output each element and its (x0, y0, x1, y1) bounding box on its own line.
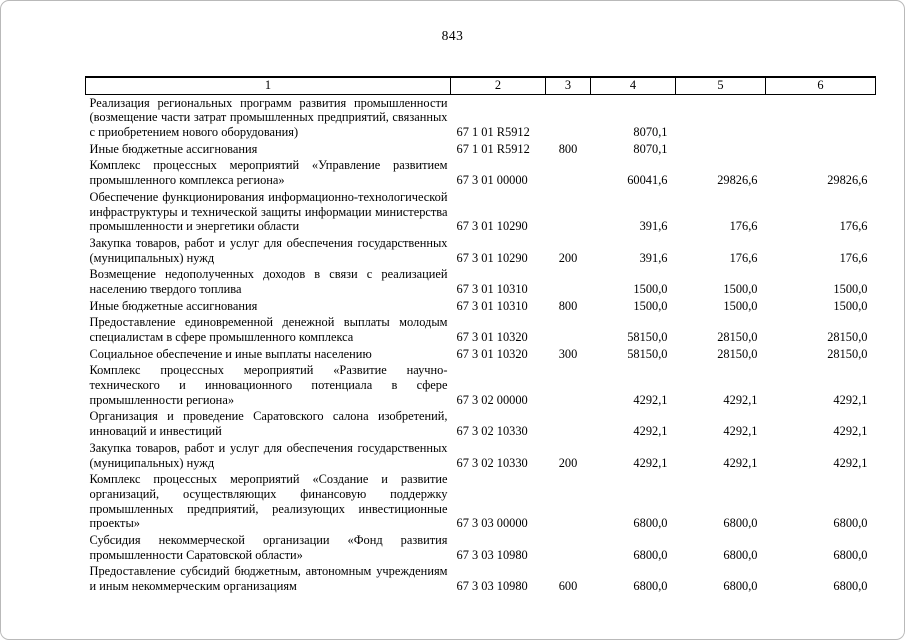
cell-name: Субсидия некоммерческой организации «Фонд развития промышленности Саратовской области» (89, 532, 448, 562)
cell-code: 67 3 01 10320 (456, 330, 528, 344)
cell-amount-2: 4292,1 (723, 392, 758, 407)
cell-name: Возмещение недополученных доходов в связи с реализацией населению твердого топлива (89, 267, 448, 296)
cell-name: Закупка товаров, работ и услуг для обеспечения государственных (муниципальных) нужд (89, 440, 448, 470)
table-row (86, 532, 876, 563)
cell-amount-1: 8070,1 (633, 141, 668, 156)
table-row (86, 235, 876, 266)
cell-name: Иные бюджетные ассигнования (89, 141, 258, 156)
cell-amount-2: 6800,0 (723, 516, 758, 531)
column-header-6: 6 (766, 77, 876, 94)
cell-expense-type (546, 189, 591, 235)
table-row (86, 346, 876, 363)
cell-amount-3: 4292,1 (833, 392, 868, 407)
cell-amount-1: 4292,1 (633, 424, 668, 439)
cell-amount-3: 1500,0 (833, 298, 868, 313)
cell-code: 67 3 01 10290 (456, 219, 528, 234)
cell-amount-1: 1500,0 (633, 298, 668, 313)
cell-amount-2: 176,6 (729, 219, 758, 234)
cell-expense-type (546, 266, 591, 297)
cell-amount-3: 176,6 (839, 250, 868, 265)
cell-name: Комплекс процессных мероприятий «Создание и развитие организаций, осуществляющих финансовую поддержку промышленных предприятий, реализующих инвестиционные проекты» (89, 472, 448, 531)
cell-code: 67 1 01 R5912 (456, 125, 530, 140)
cell-name: Организация и проведение Саратовского салона изобретений, инноваций и инвестиций (89, 409, 448, 439)
table-body (86, 94, 876, 595)
cell-code: 67 3 01 00000 (456, 173, 528, 188)
table-row (86, 314, 876, 345)
page-number: 843 (441, 28, 464, 43)
column-header-5: 5 (676, 77, 766, 94)
cell-expense-type: 800 (558, 298, 578, 313)
cell-code: 67 3 01 10290 (456, 250, 528, 265)
cell-code: 67 3 03 00000 (456, 516, 528, 531)
cell-amount-2 (676, 94, 766, 141)
budget-table (85, 76, 876, 595)
cell-amount-2: 6800,0 (723, 547, 758, 562)
cell-amount-3: 29826,6 (827, 173, 868, 188)
cell-amount-1: 8070,1 (633, 125, 668, 140)
cell-name: Комплекс процессных мероприятий «Развитие научно-технического и инновационного потенциала в сфере промышленности региона» (89, 363, 448, 407)
cell-name: Предоставление субсидий бюджетным, автономным учреждениям и иным некоммерческим организациям (89, 564, 448, 593)
cell-name: Обеспечение функционирования информационно-технологической инфраструктуры и технической защиты информации министерства промышленности и энергетики области (89, 189, 448, 234)
cell-name: Закупка товаров, работ и услуг для обеспечения государственных (муниципальных) нужд (89, 235, 448, 265)
table-row (86, 408, 876, 439)
cell-amount-3: 176,6 (839, 219, 868, 234)
cell-amount-1: 391,6 (639, 250, 668, 265)
cell-code: 67 3 02 10330 (456, 455, 528, 470)
cell-amount-2: 4292,1 (723, 424, 758, 439)
cell-amount-3: 28150,0 (827, 330, 868, 344)
cell-name: Комплекс процессных мероприятий «Управление развитием промышленного комплекса региона» (89, 158, 448, 188)
table-row (86, 141, 876, 158)
cell-expense-type: 600 (558, 579, 578, 593)
column-header-2: 2 (451, 77, 546, 94)
table-row (86, 266, 876, 297)
table-row (86, 362, 876, 408)
cell-amount-2: 29826,6 (717, 173, 758, 188)
column-header-4: 4 (591, 77, 676, 94)
cell-amount-1: 4292,1 (633, 392, 668, 407)
cell-code: 67 3 01 10310 (456, 298, 528, 313)
cell-code: 67 3 03 10980 (456, 579, 528, 593)
table-row (86, 563, 876, 594)
cell-amount-3: 6800,0 (833, 579, 868, 593)
cell-code: 67 3 01 10310 (456, 281, 528, 296)
cell-amount-3: 6800,0 (833, 547, 868, 562)
table-row (86, 440, 876, 471)
cell-amount-3: 6800,0 (833, 516, 868, 531)
table-row (86, 189, 876, 235)
cell-amount-1: 6800,0 (633, 579, 668, 593)
cell-amount-3: 28150,0 (827, 346, 868, 361)
cell-amount-2: 4292,1 (723, 455, 758, 470)
cell-expense-type: 800 (558, 141, 578, 156)
cell-amount-1: 391,6 (639, 219, 668, 234)
cell-expense-type (546, 408, 591, 439)
table-row (86, 298, 876, 315)
cell-name: Реализация региональных программ развития промышленности (возмещение части затрат промышленных предприятий, связанных с приобретением нового оборудования) (89, 95, 448, 140)
cell-amount-3 (766, 94, 876, 141)
cell-expense-type: 200 (558, 250, 578, 265)
table-header (86, 77, 876, 94)
cell-expense-type: 300 (558, 346, 578, 361)
cell-amount-2 (676, 141, 766, 158)
cell-amount-1: 58150,0 (627, 346, 668, 361)
cell-amount-3 (766, 141, 876, 158)
cell-code: 67 1 01 R5912 (456, 141, 530, 156)
cell-name: Иные бюджетные ассигнования (89, 298, 258, 313)
cell-expense-type (546, 94, 591, 141)
cell-expense-type (546, 471, 591, 532)
cell-expense-type: 200 (558, 455, 578, 470)
cell-amount-2: 1500,0 (723, 298, 758, 313)
cell-code: 67 3 02 00000 (456, 392, 528, 407)
cell-amount-1: 6800,0 (633, 547, 668, 562)
cell-amount-3: 4292,1 (833, 424, 868, 439)
cell-amount-3: 1500,0 (833, 281, 868, 296)
cell-amount-2: 1500,0 (723, 281, 758, 296)
cell-amount-1: 60041,6 (627, 173, 668, 188)
table-row (86, 471, 876, 532)
cell-amount-1: 1500,0 (633, 281, 668, 296)
cell-amount-2: 176,6 (729, 250, 758, 265)
cell-code: 67 3 02 10330 (456, 424, 528, 439)
cell-amount-2: 28150,0 (717, 330, 758, 344)
cell-amount-1: 58150,0 (627, 330, 668, 344)
cell-amount-2: 28150,0 (717, 346, 758, 361)
cell-expense-type (546, 157, 591, 188)
cell-code: 67 3 03 10980 (456, 547, 528, 562)
column-header-3: 3 (546, 77, 591, 94)
cell-amount-2: 6800,0 (723, 579, 758, 593)
cell-name: Предоставление единовременной денежной выплаты молодым специалистам в сфере промышленного комплекса (89, 315, 448, 344)
table-header-row (86, 77, 876, 94)
cell-expense-type (546, 532, 591, 563)
cell-name: Социальное обеспечение и иные выплаты населению (89, 346, 372, 361)
cell-expense-type (546, 314, 591, 345)
column-header-1: 1 (86, 77, 451, 94)
table-row (86, 157, 876, 188)
cell-amount-3: 4292,1 (833, 455, 868, 470)
cell-amount-1: 6800,0 (633, 516, 668, 531)
table-row (86, 94, 876, 141)
cell-expense-type (546, 362, 591, 408)
cell-amount-1: 4292,1 (633, 455, 668, 470)
cell-code: 67 3 01 10320 (456, 346, 528, 361)
